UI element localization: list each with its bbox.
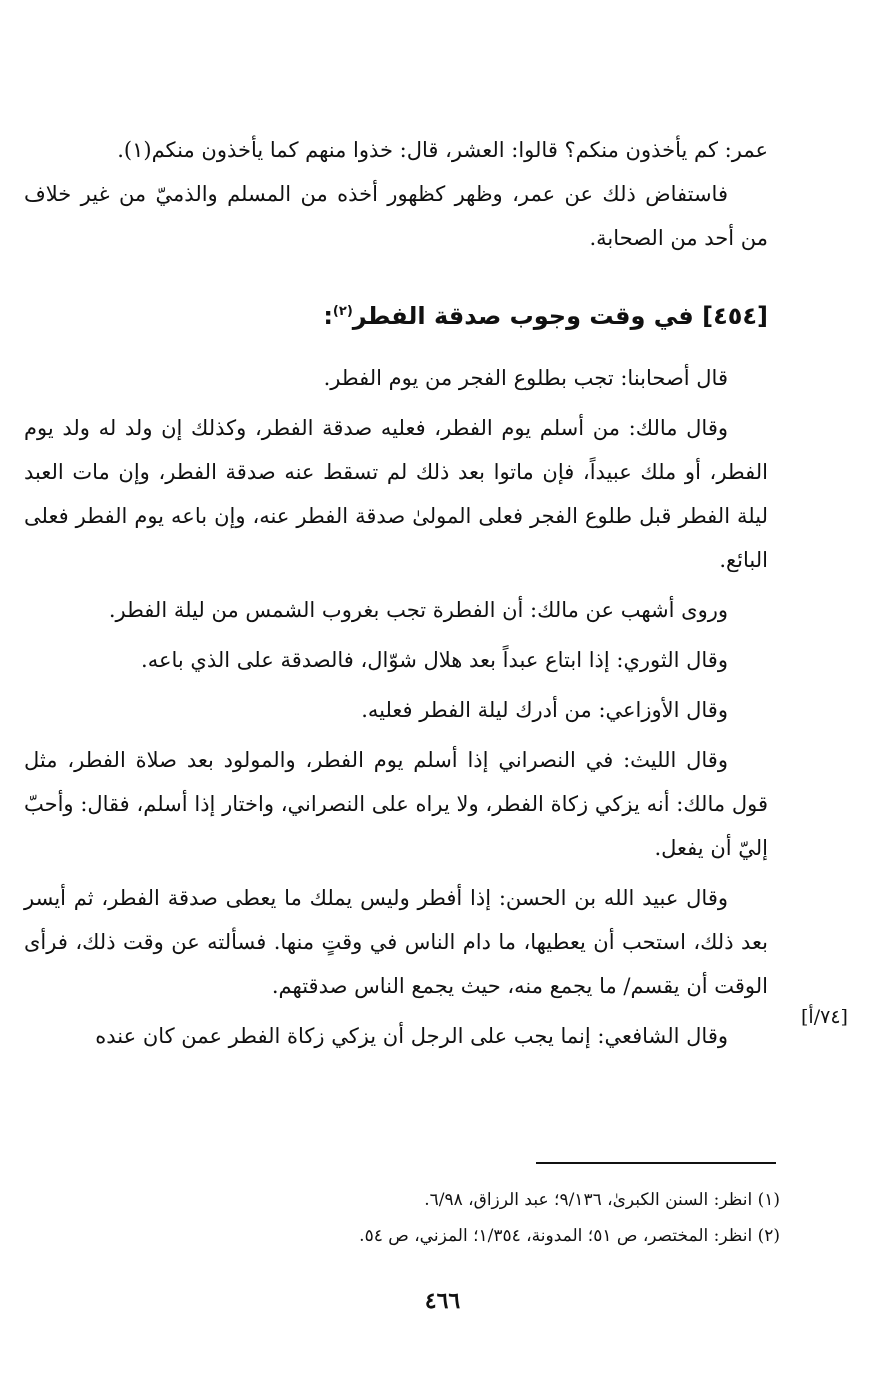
- footnote-2: (٢) انظر: المختصر، ص ٥١؛ المدونة، ١/٣٥٤؛ المزني، ص ٥٤.: [359, 1226, 780, 1246]
- paragraph-awzai: وقال الأوزاعي: من أدرك ليلة الفطر فعليه.: [361, 698, 728, 722]
- manuscript-folio-marker: [٧٤/أ]: [801, 1006, 848, 1028]
- paragraph-layth: وقال الليث: في النصراني إذا أسلم يوم الفطر، والمولود بعد صلاة الفطر، مثل قول مالك: أنه يزكي زكاة الفطر، ولا يراه على النصراني، واختار إذا أسلم، فقال: وأحبّ إليّ أن يفعل.: [24, 748, 768, 860]
- paragraph-istifadah: فاستفاض ذلك عن عمر، وظهر كظهور أخذه من المسلم والذميّ من غير خلاف من أحد من الصحابة.: [24, 182, 768, 250]
- heading-footnote-ref: (٢): [332, 304, 353, 319]
- footnote-separator: [536, 1162, 776, 1164]
- footnote-1: (١) انظر: السنن الكبرىٰ، ٩/١٣٦؛ عبد الرزاق، ٦/٩٨.: [424, 1190, 780, 1210]
- paragraph-thawri: وقال الثوري: إذا ابتاع عبداً بعد هلال شوّال، فالصدقة على الذي باعه.: [141, 648, 728, 672]
- paragraph-malik: وقال مالك: من أسلم يوم الفطر، فعليه صدقة الفطر، وكذلك إن ولد له ولد يوم الفطر، أو ملك عبيداً، فإن ماتوا بعد ذلك لم تسقط عنه صدقة الفطر، وإن مات العبد ليلة الفطر قبل طلوع الفجر فعلى المولىٰ صدقة الفطر عنه، وإن باعه يوم الفطر فعلى البائع.: [24, 416, 768, 572]
- body-text-top: [24, 128, 768, 260]
- paragraph-umar: عمر: كم يأخذون منكم؟ قالوا: العشر، قال: خذوا منهم كما يأخذون منكم(١).: [117, 138, 768, 162]
- section-heading: [24, 294, 768, 338]
- paragraph-ashhab: وروى أشهب عن مالك: أن الفطرة تجب بغروب الشمس من ليلة الفطر.: [108, 598, 728, 622]
- paragraph-ashabuna: قال أصحابنا: تجب بطلوع الفجر من يوم الفطر.: [323, 366, 728, 390]
- page-number: ٤٦٦: [424, 1288, 461, 1314]
- paragraph-ubaydullah: وقال عبيد الله بن الحسن: إذا أفطر وليس يملك ما يعطى صدقة الفطر، ثم أيسر بعد ذلك، استحب أن يعطيها، ما دام الناس في وقتٍ منها. فسألته عن وقت ذلك، فرأى الوقت أن يقسم/ ما يجمع منه، حيث يجمع الناس صدقتهم.: [24, 886, 768, 998]
- footnotes: [24, 1182, 780, 1254]
- paragraph-shafii: وقال الشافعي: إنما يجب على الرجل أن يزكي زكاة الفطر عمن كان عنده: [95, 1024, 728, 1048]
- heading-text: [٤٥٤] في وقت وجوب صدقة الفطر: [352, 302, 768, 330]
- heading-colon: :: [323, 302, 333, 330]
- body-text-main: [24, 356, 768, 1058]
